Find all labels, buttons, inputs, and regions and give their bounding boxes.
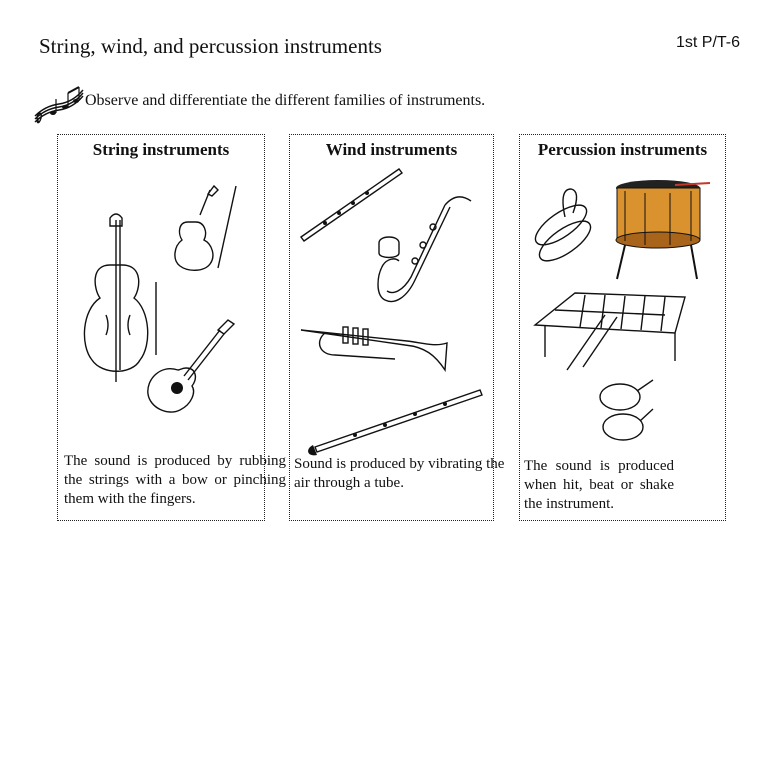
double-bass-icon [84, 214, 156, 382]
wind-instruments-art [295, 165, 490, 460]
string-instruments-title: String instruments [92, 140, 230, 159]
music-notes-icon [31, 82, 85, 124]
string-instruments-art [60, 170, 260, 440]
violin-icon [175, 186, 236, 270]
instruction [31, 82, 485, 124]
worksheet-code: 1st P/T-6 [676, 34, 741, 51]
percussion-instruments-description: The sound is produced when hit, beat or shake the instrument. [524, 458, 674, 512]
instruction-text: Observe and differentiate the different families of instruments. [85, 91, 486, 109]
saxophone-icon [378, 197, 471, 302]
trumpet-icon [301, 327, 447, 370]
xylophone-icon [535, 293, 685, 370]
flute-icon [301, 169, 402, 241]
page-title: String, wind, and percussion instruments [39, 34, 382, 58]
string-instruments-description: The sound is produced by rubbing the strings with a bow or pinching them with the fingers. [64, 453, 286, 507]
wind-instruments-description: Sound is produced by vibrating the air through a tube. [294, 456, 505, 491]
wind-instruments-title: Wind instruments [325, 140, 458, 159]
cymbals-icon [530, 189, 597, 268]
drum-icon [616, 180, 710, 279]
clarinet-icon [308, 390, 482, 455]
guitar-icon [148, 320, 234, 412]
percussion-instruments-title: Percussion instruments [537, 140, 708, 159]
maracas-icon [600, 380, 653, 440]
percussion-instruments-art [525, 175, 720, 450]
